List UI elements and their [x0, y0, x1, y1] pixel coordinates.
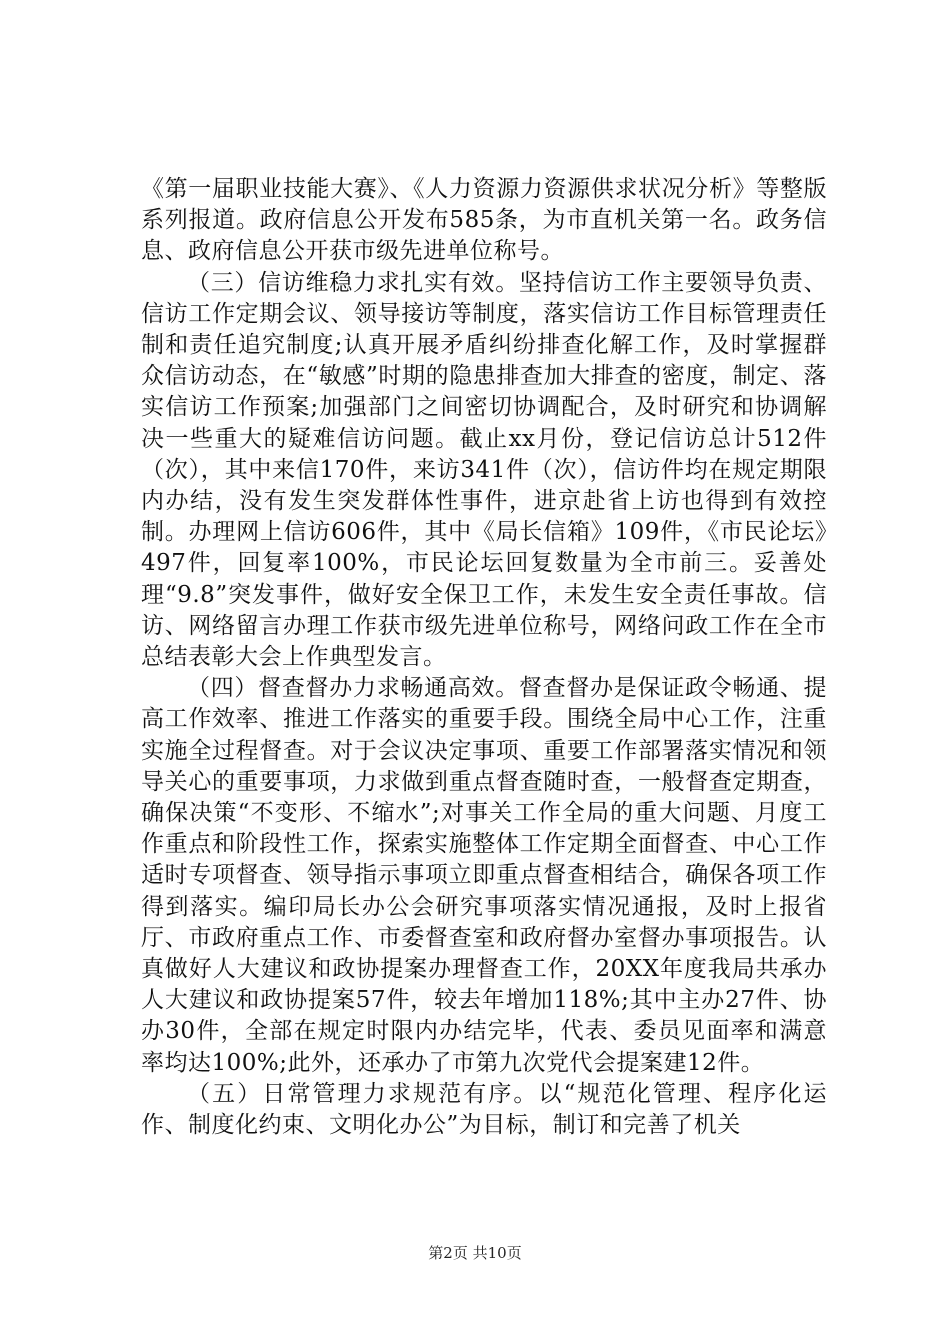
paragraph-petition-stability: （三）信访维稳力求扎实有效。坚持信访工作主要领导负责、信访工作定期会议、领导接访等制度，落实信访工作目标管理责任制和责任追究制度;认真开展矛盾纠纷排查化解工作，及时掌握群众信访动态，在“敏感”时期的隐患排查加大排查的密度，制定、落实信访工作预案;加强部门之间密切协调配合，及时研究和协调解决一些重大的疑难信访问题。截止xx月份，登记信访总计512件（次），其中来信170件，来访341件（次），信访件均在规定期限内办结，没有发生突发群体性事件，进京赴省上访也得到有效控制。办理网上信访606件，其中《局长信箱》109件，《市民论坛》497件，回复率100%，市民论坛回复数量为全市前三。妥善处理“9.8”突发事件，做好安全保卫工作，未发生安全责任事故。信访、网络留言办理工作获市级先进单位称号，网络问政工作在全市总结表彰大会上作典型发言。 — [141, 269, 827, 671]
document-body — [141, 174, 827, 1141]
paragraph-daily-management: （五）日常管理力求规范有序。以“规范化管理、程序化运作、制度化约束、文明化办公”为目标，制订和完善了机关 — [141, 1080, 827, 1139]
paragraph-supervision: （四）督查督办力求畅通高效。督查督办是保证政令畅通、提高工作效率、推进工作落实的重要手段。围绕全局中心工作，注重实施全过程督查。对于会议决定事项、重要工作部署落实情况和领导关心的重要事项，力求做到重点督查随时查，一般督查定期查，确保决策“不变形、不缩水”;对事关工作全局的重大问题、月度工作重点和阶段性工作，探索实施整体工作定期全面督查、中心工作适时专项督查、领导指示事项立即重点督查相结合，确保各项工作得到落实。编印局长办公会研究事项落实情况通报，及时上报省厅、市政府重点工作、市委督查室和政府督办室督办事项报告。认真做好人大建议和政协提案办理督查工作，20XX年度我局共承办人大建议和政协提案57件，较去年增加118%;其中主办27件、协办30件，全部在规定时限内办结完毕，代表、委员见面率和满意率均达100%;此外，还承办了市第九次党代会提案建12件。 — [141, 675, 827, 1076]
paragraph-continuation: 《第一届职业技能大赛》、《人力资源力资源供求状况分析》等整版系列报道。政府信息公开发布585条，为市直机关第一名。政务信息、政府信息公开获市级先进单位称号。 — [141, 176, 827, 265]
page-number-footer: 第2页 共10页 — [428, 1244, 522, 1262]
